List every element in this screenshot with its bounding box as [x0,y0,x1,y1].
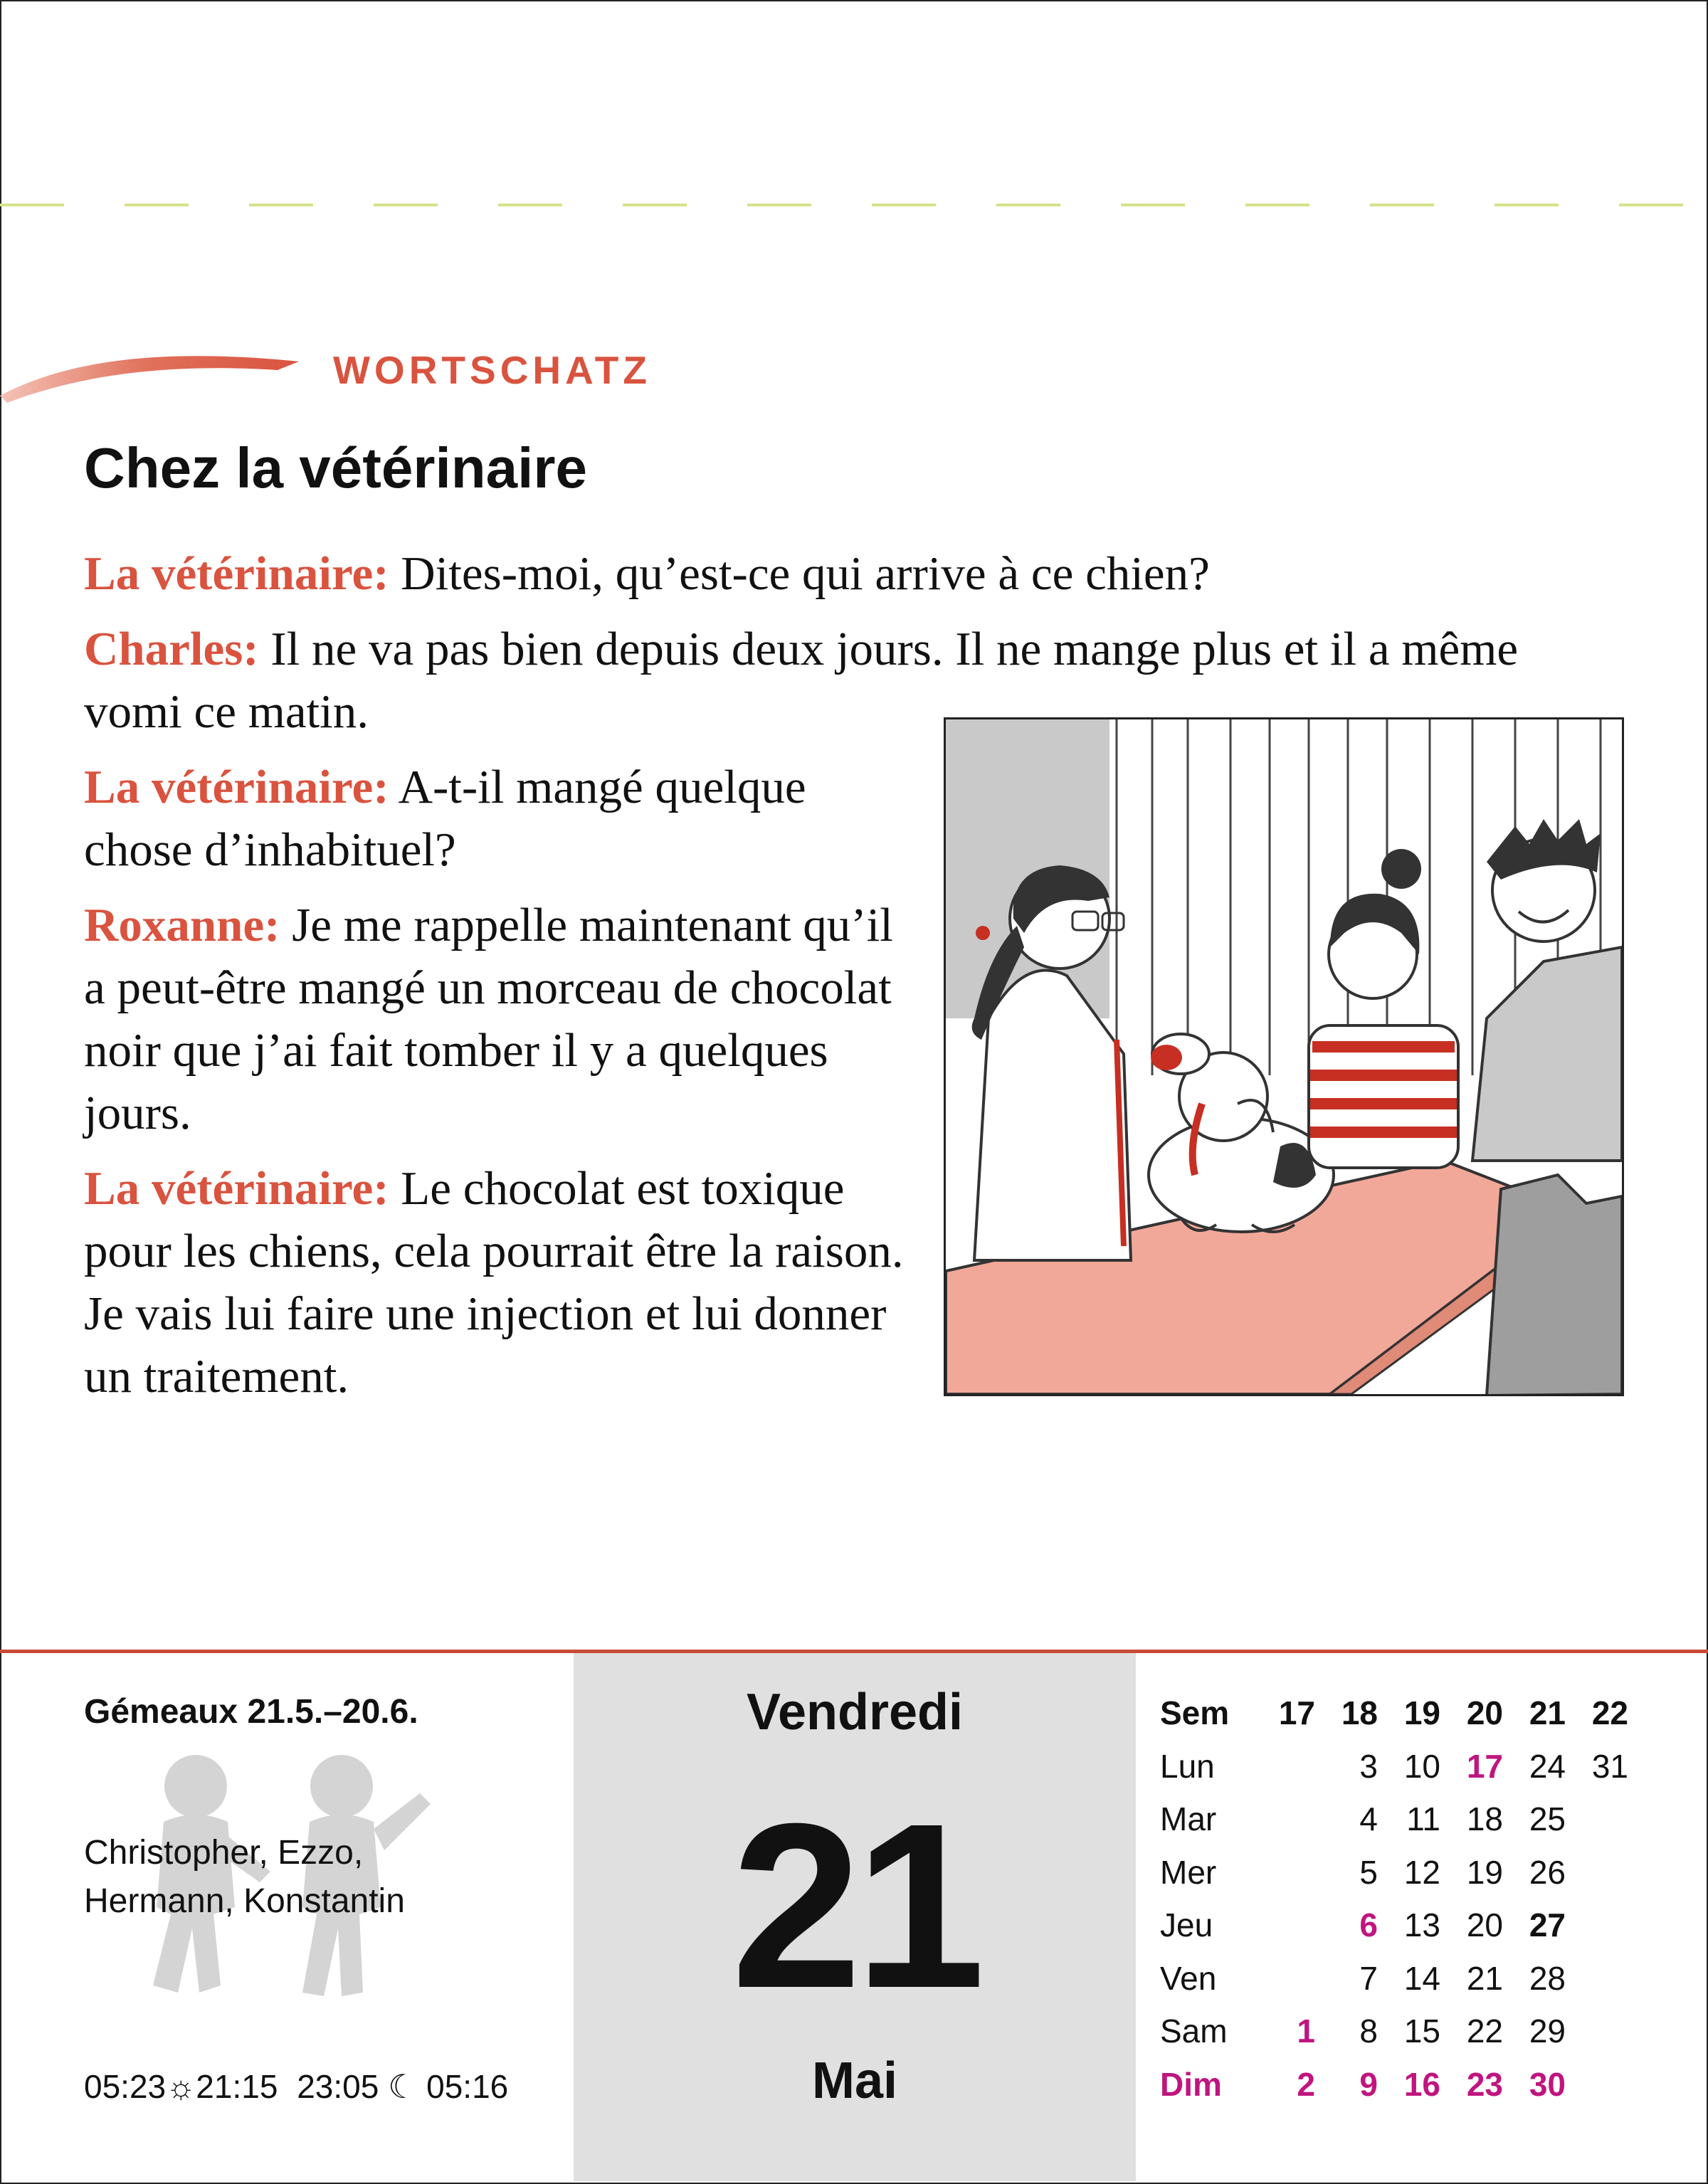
week-number: 17 [1278,1694,1315,1732]
week-label: Sem [1160,1694,1230,1732]
day-label: Lun [1160,1747,1215,1785]
calendar-day: 29 [1529,2012,1566,2050]
speaker: La vétérinaire: [84,547,389,600]
calendar-row [1160,1846,1628,1899]
day-label: Sam [1160,2012,1228,2050]
calendar-day [1566,1952,1628,2005]
calendar-day: 7 [1359,1959,1378,1997]
sunset-time: 21:15 [196,2068,278,2105]
calendar-day: 31 [1591,1747,1628,1785]
dialogue-line [84,756,924,881]
day-label: Ven [1160,1959,1217,1997]
calendar-day: 26 [1529,1853,1566,1891]
calendar-day-sunday: 23 [1466,2065,1503,2103]
week-header-row [1160,1687,1628,1740]
day-label: Dim [1160,2065,1222,2103]
calendar-day [1566,2005,1628,2058]
calendar-row [1160,1740,1628,1793]
week-number: 19 [1403,1694,1440,1732]
calendar-row [1160,1793,1628,1846]
calendar-day-holiday: 17 [1466,1747,1503,1785]
calendar-day-holiday: 1 [1297,2012,1315,2050]
calendar-day-sunday: 30 [1529,2065,1566,2103]
calendar-day [1566,1846,1628,1899]
ribbon-icon [0,340,313,404]
calendar-day [1253,1846,1315,1899]
weekday: Vendredi [746,1684,964,1741]
sun-icon: ☼ [166,2068,196,2105]
names-line: Hermann, Konstantin [84,1882,405,1920]
calendar-day: 8 [1359,2012,1378,2050]
day-label: Mar [1160,1800,1217,1838]
calendar-day: 25 [1529,1800,1566,1838]
zodiac-sign: Gémeaux 21.5.–20.6. [84,1693,418,1731]
line-text: A-t-il mangé quelque chose d’inhabituel? [84,761,806,876]
calendar-day-sunday: 16 [1403,2065,1440,2103]
calendar-day: 24 [1529,1747,1566,1785]
calendar-day-sunday: 9 [1359,2065,1378,2103]
week-number: 20 [1466,1694,1503,1732]
line-text: Je me rappelle maintenant qu’il a peut-être mangé un morceau de chocolat noir que j’ai fait tomber il y a quelques jours. [84,899,893,1139]
dialogue-line [84,1157,924,1408]
calendar-day: 3 [1359,1747,1378,1785]
calendar-day [1253,1793,1315,1846]
calendar-day: 5 [1359,1853,1378,1891]
week-number: 22 [1591,1694,1628,1732]
calendar-day: 13 [1403,1906,1440,1944]
month: Mai [811,2052,898,2109]
day-number: 21 [731,1774,979,2037]
calendar-day [1566,1793,1628,1846]
calendar-day: 19 [1466,1853,1503,1891]
speaker: La vétérinaire: [84,761,389,813]
dialogue [84,542,1621,1420]
dialogue-line [84,618,1578,743]
page-title: Chez la vétérinaire [84,436,587,500]
moon-icon: ☾ [388,2068,418,2105]
line-text: Dites-moi, qu’est-ce qui arrive à ce chien? [389,547,1210,600]
moonrise-time: 23:05 [297,2068,379,2105]
calendar-day: 15 [1403,2012,1440,2050]
month-calendar [1160,1687,1628,2111]
line-text: Il ne va pas bien depuis deux jours. Il ne mange plus et il a même vomi ce matin. [84,623,1519,738]
sunrise-time: 05:23 [84,2068,167,2105]
calendar-day: 18 [1466,1800,1503,1838]
dialogue-line [84,894,924,1144]
calendar-day: 4 [1359,1800,1378,1838]
calendar-row [1160,1952,1628,2005]
calendar-day-sunday: 2 [1297,2065,1315,2103]
calendar-day: 12 [1403,1853,1440,1891]
cut-line [0,204,1708,206]
calendar-day: 11 [1406,1800,1440,1838]
calendar-day: 21 [1466,1959,1503,1997]
calendar-day [1566,1899,1628,1952]
calendar-row [1160,2005,1628,2058]
calendar-day: 10 [1403,1747,1440,1785]
week-number: 18 [1341,1694,1378,1732]
calendar-day: 28 [1529,1959,1566,1997]
calendar-day: 22 [1466,2012,1503,2050]
speaker: Roxanne: [84,899,280,951]
calendar-day: 20 [1466,1906,1503,1944]
calendar-day [1253,1952,1315,2005]
calendar-row-sunday [1160,2058,1628,2111]
moonset-time: 05:16 [426,2068,509,2105]
calendar-day [1253,1740,1315,1793]
day-label: Mer [1160,1853,1217,1891]
line-text: Le chocolat est toxique pour les chiens, cela pourrait être la raison. Je vais lui faire une injection et lui donner un traitement. [84,1162,904,1403]
section-label: WORTSCHATZ [333,348,651,392]
speaker: Charles: [84,623,259,675]
calendar-day: 14 [1403,1959,1440,1997]
day-label: Jeu [1160,1906,1213,1944]
sun-moon-times [84,2067,508,2106]
calendar-row [1160,1899,1628,1952]
calendar-day [1253,1899,1315,1952]
name-days [84,1829,405,1926]
calendar-day-holiday: 6 [1359,1906,1378,1944]
date-panel [574,1653,1136,2181]
week-number: 21 [1529,1694,1566,1732]
calendar-day-sunday [1566,2058,1628,2111]
names-line: Christopher, Ezzo, [84,1834,364,1872]
dialogue-line [84,542,1621,605]
calendar-day-bold: 27 [1529,1906,1566,1944]
speaker: La vétérinaire: [84,1162,389,1215]
